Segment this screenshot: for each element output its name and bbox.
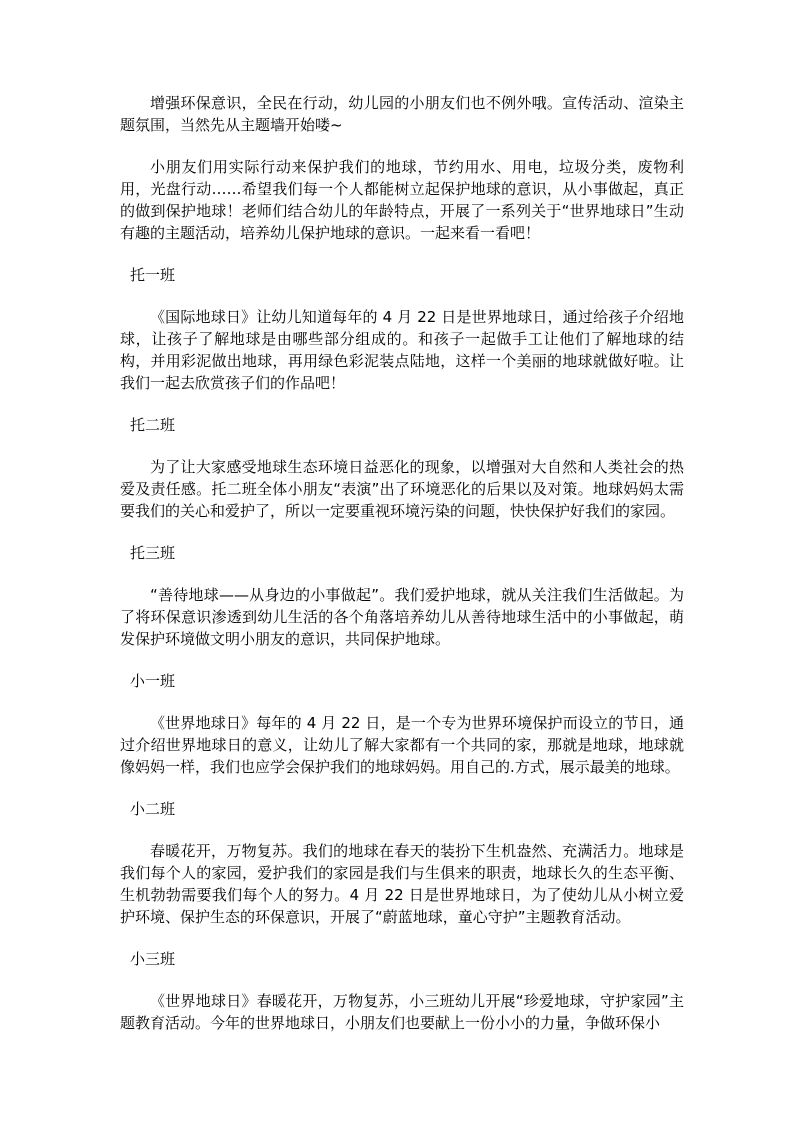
section-heading-tuo-2: 托二班 xyxy=(130,416,176,434)
section-text-tuo-2: 为了让大家感受地球生态环境日益恶化的现象，以增强对大自然和人类社会的热爱及责任感。托二班全体小朋友“表演”出了环境恶化的后果以及对策。地球妈妈太需要我们的关心和爱护了，所以一定要重视环境污染的问题，快快保护好我们的家园。 xyxy=(120,458,684,520)
section-text-xiao-2: 春暖花开，万物复苏。我们的地球在春天的装扮下生机盎然、充满活力。地球是我们每个人的家园，爱护我们的家园是我们与生俱来的职责，地球长久的生态平衡、生机勃勃需要我们每个人的努力。4 月 22 日是世界地球日，为了使幼儿从小树立爱护环境、保护生态的环保意识，开展了“蔚蓝地球，童心守护”主题教育活动。 xyxy=(120,842,684,926)
section-text-tuo-1: 《国际地球日》让幼儿知道每年的 4 月 22 日是世界地球日，通过给孩子介绍地球，让孩子了解地球是由哪些部分组成的。和孩子一起做手工让他们了解地球的结构，并用彩泥做出地球，再用绿色彩泥装点陆地，这样一个美丽的地球就做好啦。让我们一起去欣赏孩子们的作品吧！ xyxy=(120,308,684,392)
section-heading-xiao-1: 小一班 xyxy=(130,672,176,690)
intro-paragraph-2: 小朋友们用实际行动来保护我们的地球，节约用水、用电，垃圾分类，废物利用，光盘行动……希望我们每一个人都能树立起保护地球的意识，从小事做起，真正的做到保护地球！老师们结合幼儿的年龄特点，开展了一系列关于“世界地球日”生动有趣的主题活动，培养幼儿保护地球的意识。一起来看一看吧！ xyxy=(120,158,684,242)
intro-paragraph-1: 增强环保意识，全民在行动，幼儿园的小朋友们也不例外哦。宣传活动、渲染主题氛围，当然先从主题墙开始喽~ xyxy=(120,94,684,134)
section-text-tuo-3: “善待地球——从身边的小事做起”。我们爱护地球，就从关注我们生活做起。为了将环保意识渗透到幼儿生活的各个角落培养幼儿从善待地球生活中的小事做起，萌发保护环境做文明小朋友的意识，共同保护地球。 xyxy=(120,586,684,648)
section-text-xiao-3: 《世界地球日》春暖花开，万物复苏，小三班幼儿开展“珍爱地球，守护家园”主题教育活动。今年的世界地球日，小朋友们也要献上一份小小的力量，争做环保小 xyxy=(120,992,684,1032)
section-heading-tuo-3: 托三班 xyxy=(130,544,176,562)
section-heading-tuo-1: 托一班 xyxy=(130,266,176,284)
section-heading-xiao-3: 小三班 xyxy=(130,950,176,968)
section-heading-xiao-2: 小二班 xyxy=(130,800,176,818)
document-body xyxy=(120,92,684,1054)
section-text-xiao-1: 《世界地球日》每年的 4 月 22 日，是一个专为世界环境保护而设立的节日，通过介绍世界地球日的意义，让幼儿了解大家都有一个共同的家，那就是地球，地球就像妈妈一样，我们也应学会保护我们的地球妈妈。用自己的.方式，展示最美的地球。 xyxy=(120,714,684,776)
